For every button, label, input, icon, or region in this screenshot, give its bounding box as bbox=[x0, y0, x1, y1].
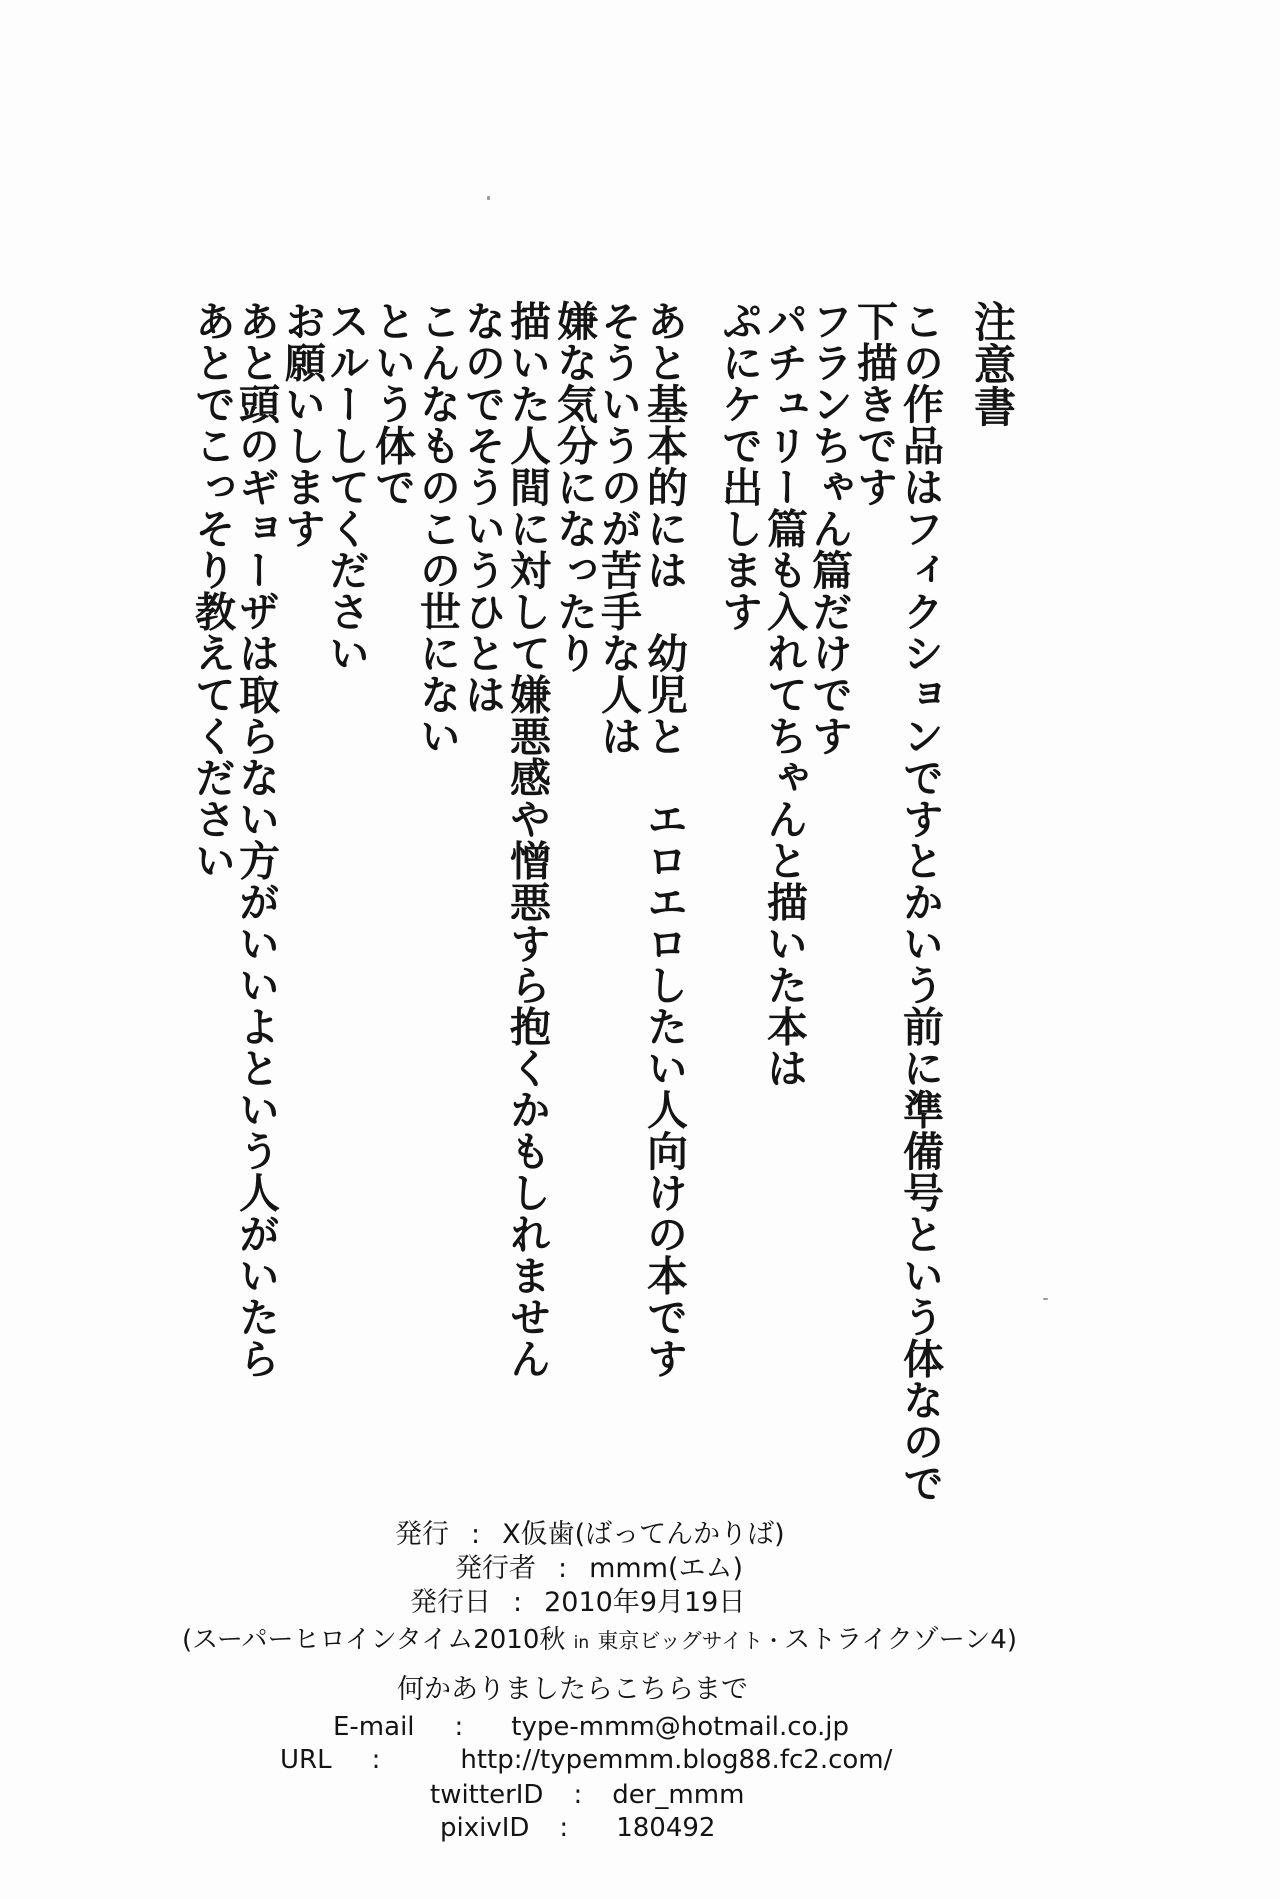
issuer-label: 発行者 bbox=[455, 1553, 536, 1584]
publisher-value: X仮歯(ばってんかりば) bbox=[502, 1519, 785, 1550]
event-row bbox=[182, 1625, 1017, 1658]
event-suffix: ストライクゾーン4) bbox=[784, 1625, 1017, 1655]
notice-line: あとでこっそり教えてください bbox=[188, 300, 236, 881]
notice-line: こんなものこの世にない bbox=[413, 300, 461, 757]
separator: : bbox=[513, 1587, 523, 1618]
notice-line: スルーしてください bbox=[322, 300, 370, 674]
notice-line: お願いします bbox=[278, 300, 326, 549]
notice-line: 嫌な気分になったり bbox=[550, 300, 598, 674]
publisher-row bbox=[395, 1520, 785, 1550]
notice-line: あと基本的には 幼児と エロエロしたい人向けの本です bbox=[640, 300, 688, 1379]
url-row bbox=[280, 1745, 892, 1775]
email-row bbox=[333, 1712, 849, 1742]
contact-intro: 何かありましたらこちらまで bbox=[397, 1674, 748, 1705]
notice-line: パチュリー篇も入れてちゃんと描いた本は bbox=[760, 300, 808, 1089]
issuer-value: mmm(エム) bbox=[589, 1553, 744, 1584]
separator: : bbox=[573, 1780, 583, 1810]
issuer-row bbox=[455, 1554, 743, 1584]
notice-line: ぷにケで出します bbox=[715, 300, 763, 632]
notice-line: フランちゃん篇だけです bbox=[805, 300, 853, 757]
twitter-value: der_mmm bbox=[612, 1780, 745, 1810]
email-link[interactable]: type-mmm@hotmail.co.jp bbox=[511, 1712, 850, 1742]
notice-line: 下描きです bbox=[850, 300, 898, 508]
twitter-label: twitterID bbox=[430, 1780, 544, 1810]
email-label: E-mail bbox=[333, 1712, 415, 1742]
notice-line: という体で bbox=[368, 300, 416, 508]
url-label: URL bbox=[280, 1745, 332, 1775]
notice-line: そういうのが苦手な人は bbox=[594, 300, 642, 757]
twitter-row bbox=[430, 1780, 744, 1810]
notice-line: あと頭のギョーザは取らない方がいいよという人がいたら bbox=[232, 300, 280, 1379]
event-prefix: (スーパーヒロインタイム2010秋 bbox=[182, 1625, 566, 1655]
date-row bbox=[410, 1588, 745, 1618]
separator: : bbox=[558, 1553, 568, 1584]
separator: : bbox=[371, 1745, 381, 1775]
notice-line: この作品はフィクションですとかいう前に準備号という体なので bbox=[896, 300, 944, 1504]
notice-heading: 注意書 bbox=[968, 300, 1017, 428]
separator: : bbox=[471, 1519, 481, 1550]
publisher-label: 発行 bbox=[395, 1519, 449, 1550]
notice-line: 描いた人間に対して嫌悪感や憎悪すら抱くかもしれません bbox=[503, 300, 551, 1379]
scan-speck bbox=[1043, 1298, 1048, 1300]
separator: : bbox=[559, 1813, 569, 1843]
pixiv-label: pixivID bbox=[440, 1813, 530, 1843]
pixiv-value: 180492 bbox=[616, 1813, 716, 1843]
scan-speck bbox=[487, 196, 490, 200]
date-value: 2010年9月19日 bbox=[544, 1587, 746, 1618]
url-link[interactable]: http://typemmm.blog88.fc2.com/ bbox=[460, 1745, 893, 1775]
pixiv-row bbox=[440, 1813, 715, 1843]
notice-line: なのでそういうひとは bbox=[458, 300, 506, 715]
separator: : bbox=[454, 1712, 464, 1742]
event-in: in bbox=[573, 1633, 590, 1653]
event-venue: 東京ビッグサイト・ bbox=[597, 1629, 785, 1653]
date-label: 発行日 bbox=[410, 1587, 491, 1618]
